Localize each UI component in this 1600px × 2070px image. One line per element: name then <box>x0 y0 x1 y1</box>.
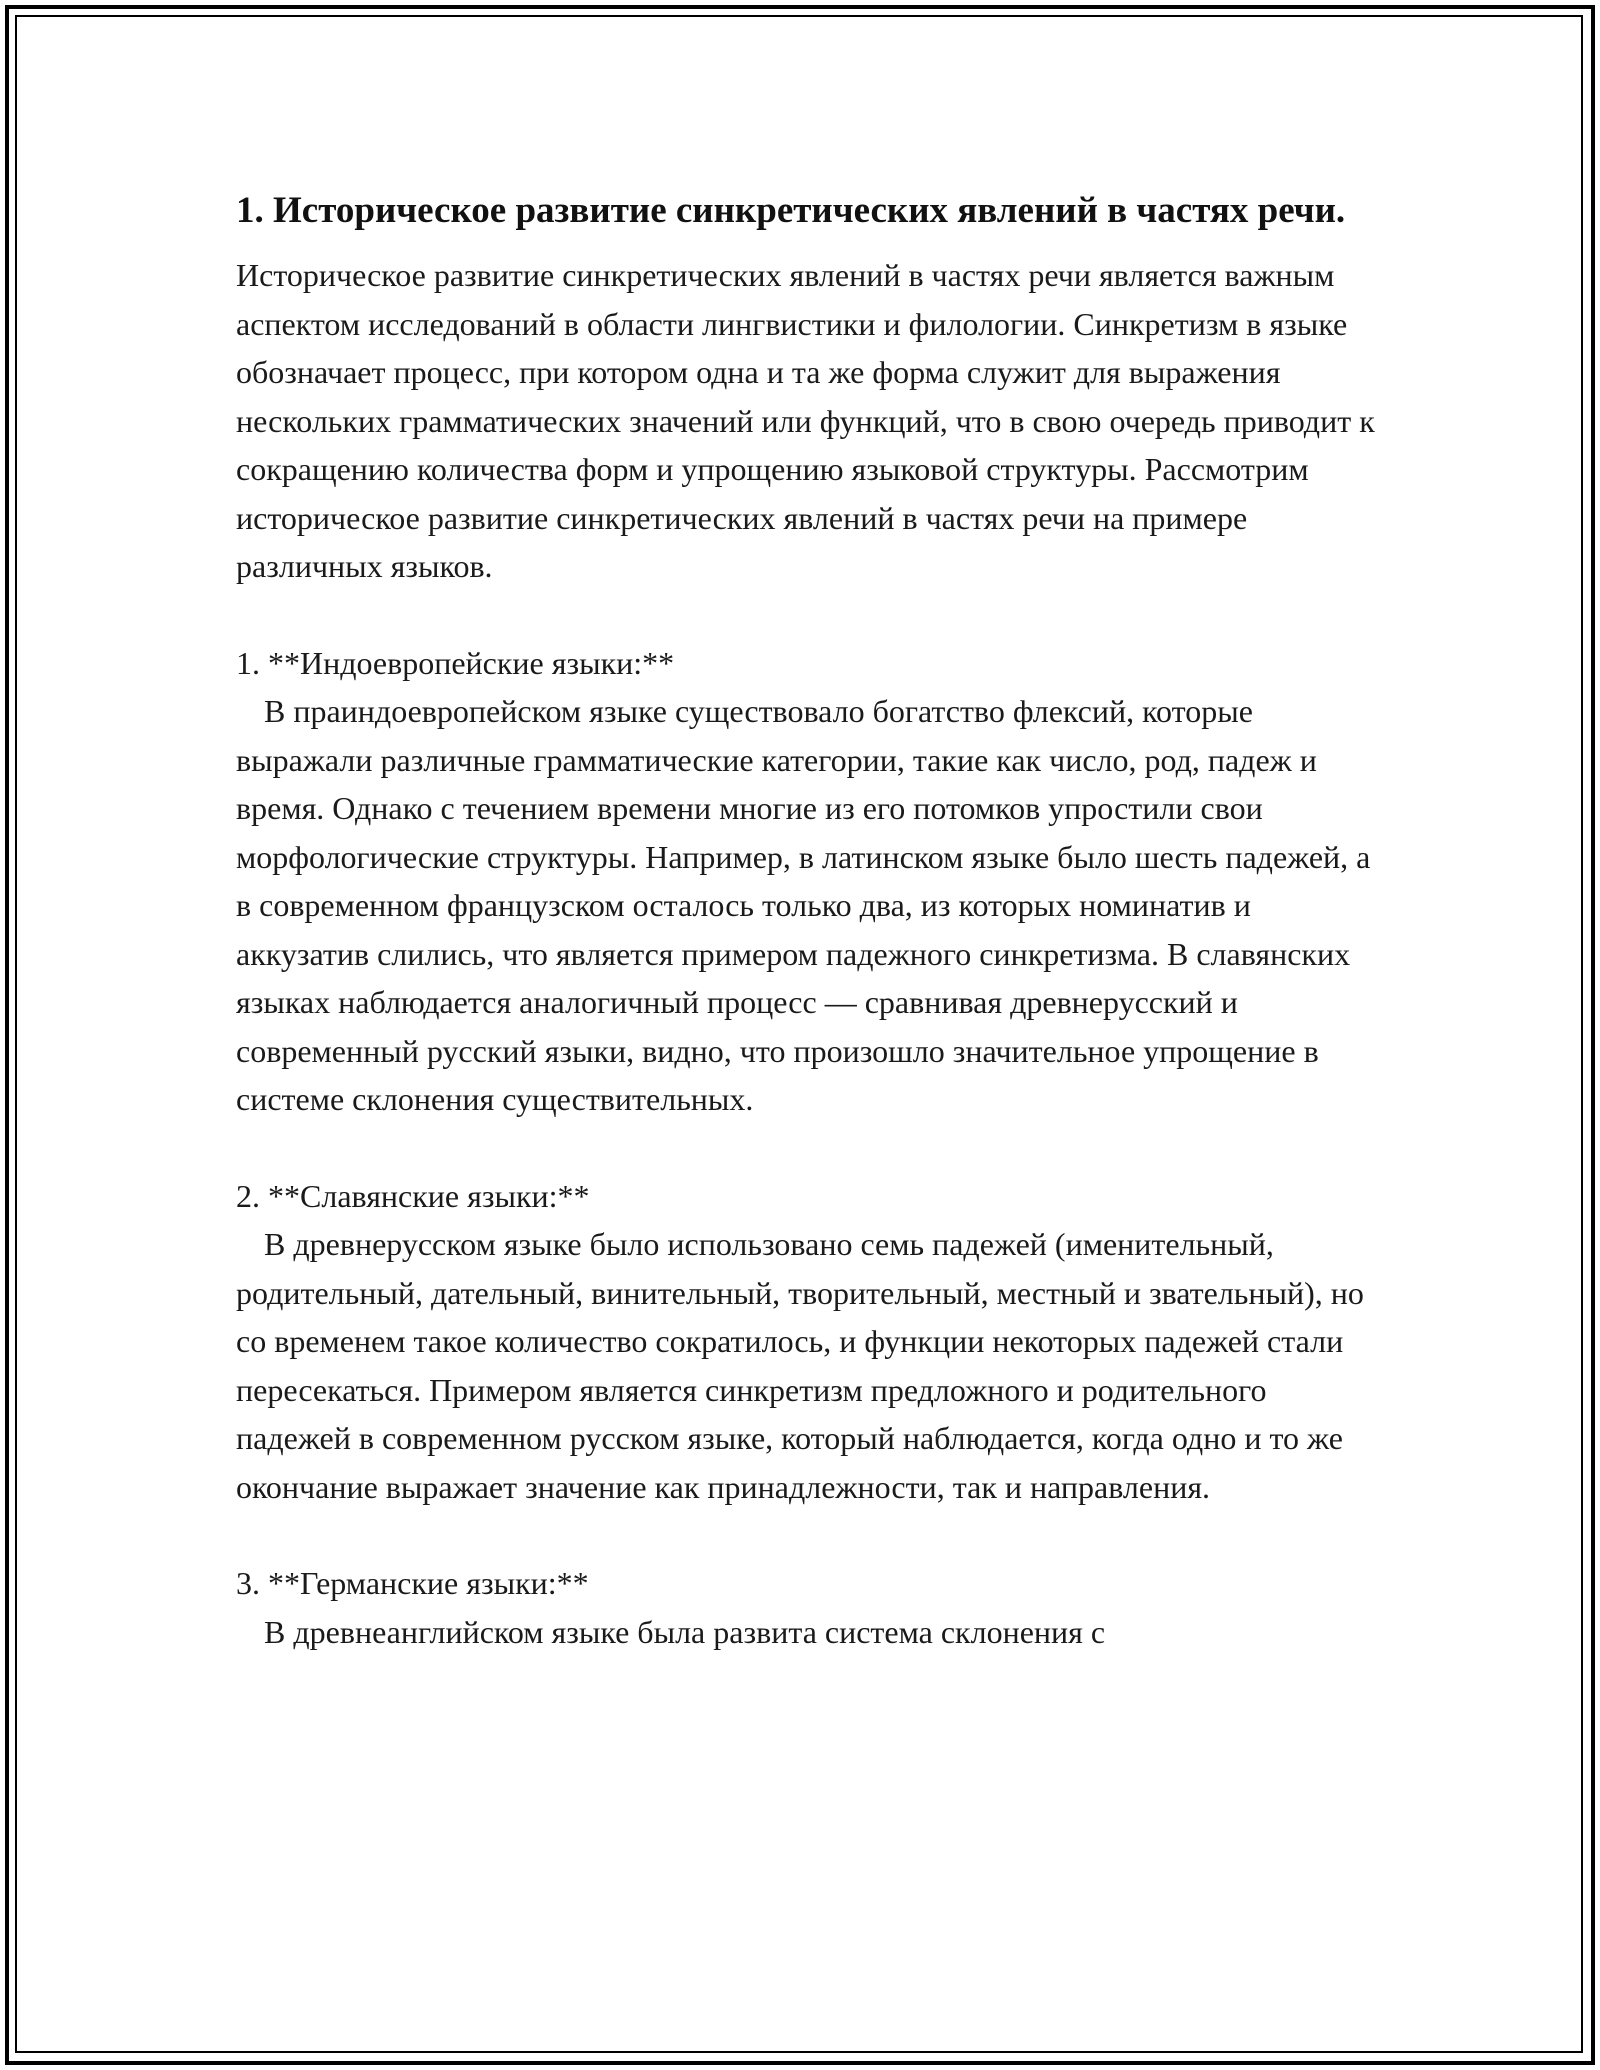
section-heading: 2. **Славянские языки:** <box>236 1177 590 1214</box>
section-heading: 1. **Индоевропейские языки:** <box>236 644 675 681</box>
section-germanic <box>236 1559 1386 1656</box>
section-text: В древнерусском языке было использовано семь падежей (именительный, родительный, дательный, винительный, творительный, местный и звательный), но со временем такое количество сократилось, и функции некоторых падежей стали пересекаться. Примером является синкретизм предложного и родительного падежей в современном русском языке, который наблюдается, когда одно и то же окончание выражает значение как принадлежности, так и направления. <box>236 1226 1364 1505</box>
document-title: 1. Историческое развитие синкретических явлений в частях речи. <box>236 190 1346 231</box>
section-text: В древнеанглийском языке была развита система склонения с <box>264 1613 1106 1650</box>
section-heading: 3. **Германские языки:** <box>236 1565 589 1601</box>
section-indo-european <box>236 639 1386 1124</box>
section-text: В праиндоевропейском языке существовало богатство флексий, которые выражали различные грамматические категории, такие как число, род, падеж и время. Однако с течением времени многие из его потомков упростили свои морфологические структуры. Например, в латинском языке было шесть падежей, а в современном французском осталось только два, из которых номинатив и аккузатив слились, что является примером падежного синкретизма. В славянских языках наблюдается аналогичный процесс — сравнивая древнерусский и современный русский языки, видно, что произошло значительное упрощение в системе склонения существительных. <box>236 693 1371 1117</box>
intro-paragraph: Историческое развитие синкретических явлений в частях речи является важным аспектом исследований в области лингвистики и филологии. Синкретизм в языке обозначает процесс, при котором одна и та же форма служит для выражения нескольких грамматических значений или функций, что в свою очередь приводит к сокращению количества форм и упрощению языковой структуры. Рассмотрим историческое развитие синкретических явлений в частях речи на примере различных языков. <box>236 257 1375 584</box>
section-slavic <box>236 1172 1386 1512</box>
document-page <box>236 183 1386 1656</box>
